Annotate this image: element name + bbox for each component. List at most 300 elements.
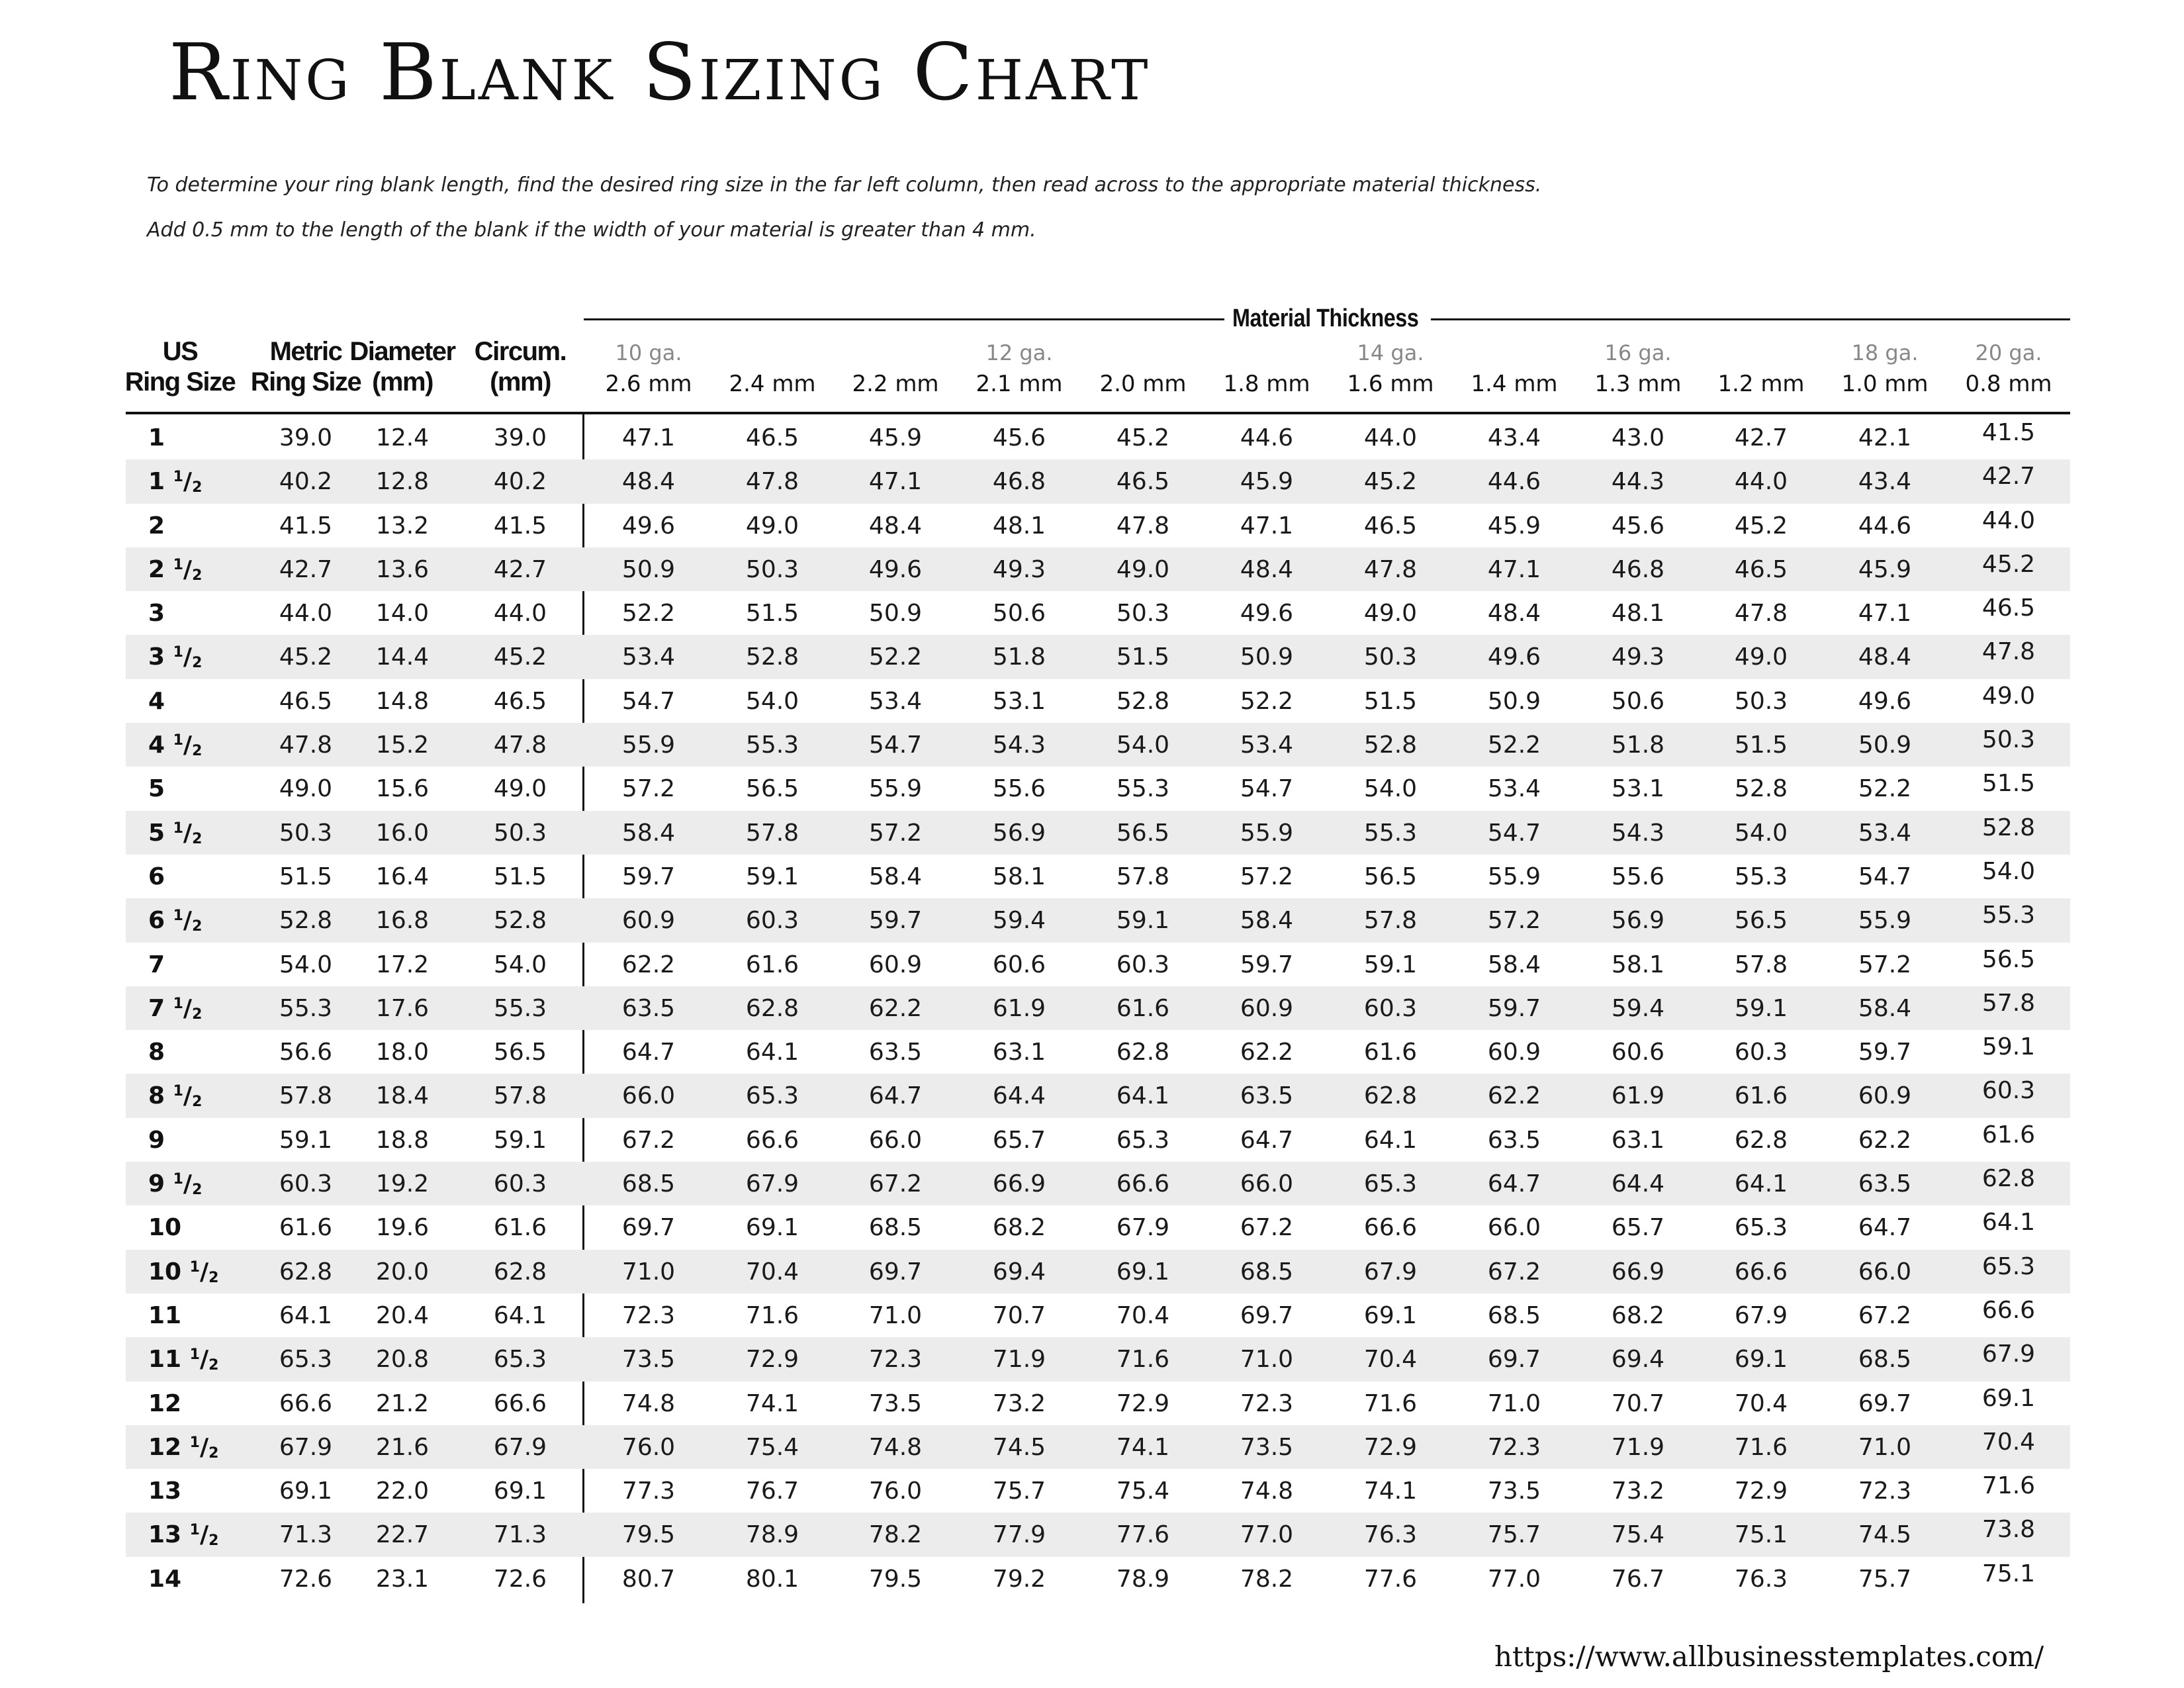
table-row	[126, 416, 2070, 459]
blank-length-cell: 60.9	[621, 907, 676, 935]
blank-length-cell: 53.1	[1611, 775, 1665, 803]
ring-size-cell	[148, 547, 202, 591]
blank-length-cell: 74.5	[992, 1433, 1046, 1461]
ring-size-whole: 9	[148, 1126, 165, 1154]
blank-length-cell: 64.1	[1981, 1209, 2036, 1237]
ring-size-whole: 8	[148, 1082, 165, 1110]
blank-length-cell: 48.4	[621, 468, 676, 496]
blank-length-cell: 49.0	[1734, 643, 1788, 671]
blank-length-cell: 71.9	[992, 1346, 1046, 1374]
reference-cell: 16.4	[375, 863, 430, 890]
blank-length-cell: 45.9	[1487, 512, 1541, 539]
reference-cell: 21.2	[375, 1389, 430, 1417]
blank-length-cell: 77.6	[1363, 1565, 1418, 1593]
fraction-numerator: 1	[173, 820, 183, 837]
reference-cell: 16.0	[375, 819, 430, 847]
blank-length-cell: 75.4	[1116, 1477, 1170, 1505]
blank-length-cell: 76.0	[621, 1433, 676, 1461]
fraction-denominator: 2	[192, 567, 203, 584]
reference-cell: 65.3	[493, 1346, 547, 1374]
ring-size-whole: 11	[148, 1301, 182, 1329]
table-row	[126, 1030, 2070, 1074]
reference-cell: 17.2	[375, 951, 430, 978]
blank-length-cell: 78.9	[1116, 1565, 1170, 1593]
ring-size-whole: 6	[148, 863, 165, 890]
table-row	[126, 679, 2070, 723]
fraction-slash: /	[199, 1258, 209, 1286]
blank-length-cell: 62.8	[1734, 1126, 1788, 1154]
blank-length-cell: 70.7	[992, 1301, 1046, 1329]
blank-length-cell: 49.3	[992, 555, 1046, 583]
blank-length-cell: 64.4	[1611, 1170, 1665, 1198]
footer-url[interactable]: https://www.allbusinesstemplates.com/	[1494, 1640, 2044, 1673]
ring-size-whole: 4	[148, 687, 165, 715]
instructions-line-2: Add 0.5 mm to the length of the blank if the width of your material is greater than 4 mm.	[147, 218, 1036, 242]
blank-length-cell: 57.8	[1116, 863, 1170, 890]
reference-cell: 15.2	[375, 731, 430, 759]
blank-length-cell: 65.7	[1611, 1214, 1665, 1242]
blank-length-cell: 51.5	[1116, 643, 1170, 671]
gauge-header: 10 ga.	[615, 340, 682, 365]
blank-length-cell: 50.9	[868, 600, 923, 628]
blank-length-cell: 49.0	[1363, 600, 1418, 628]
blank-length-cell: 54.0	[745, 687, 799, 715]
blank-length-cell: 52.2	[621, 600, 676, 628]
blank-length-cell: 69.7	[1240, 1301, 1294, 1329]
blank-length-cell: 53.4	[1240, 731, 1294, 759]
blank-length-cell: 59.7	[868, 907, 923, 935]
column-header-line1: Diameter	[349, 337, 455, 366]
blank-length-cell: 44.3	[1611, 468, 1665, 496]
ring-size-whole: 8	[148, 1039, 165, 1066]
blank-length-cell: 47.1	[868, 468, 923, 496]
reference-cell: 17.6	[375, 994, 430, 1022]
blank-length-cell: 49.0	[1116, 555, 1170, 583]
blank-length-cell: 63.5	[868, 1039, 923, 1066]
fraction-slash: /	[183, 994, 193, 1022]
blank-length-cell: 77.9	[992, 1521, 1046, 1549]
blank-length-cell: 47.8	[1116, 512, 1170, 539]
fraction-slash: /	[183, 643, 193, 671]
blank-length-cell: 45.2	[1363, 468, 1418, 496]
reference-cell: 72.6	[493, 1565, 547, 1593]
ring-size-whole: 7	[148, 994, 165, 1022]
fraction-denominator: 2	[192, 1094, 203, 1111]
blank-length-cell: 61.6	[1116, 994, 1170, 1022]
blank-length-cell: 74.8	[868, 1433, 923, 1461]
blank-length-cell: 64.7	[1858, 1214, 1912, 1242]
blank-length-cell: 51.5	[745, 600, 799, 628]
gauge-header: 12 ga.	[985, 340, 1053, 365]
blank-length-cell: 79.2	[992, 1565, 1046, 1593]
reference-cell: 55.3	[493, 994, 547, 1022]
table-row	[126, 986, 2070, 1030]
fraction-numerator: 1	[189, 1434, 200, 1451]
fraction-denominator: 2	[192, 1006, 203, 1023]
ring-size-cell	[148, 1162, 202, 1205]
table-row	[126, 855, 2070, 898]
ring-size-whole: 12	[148, 1389, 182, 1417]
reference-cell: 56.6	[279, 1039, 333, 1066]
ring-size-whole: 5	[148, 775, 165, 803]
ring-size-whole: 7	[148, 951, 165, 978]
blank-length-cell: 41.5	[1981, 419, 2036, 446]
blank-length-cell: 64.7	[1487, 1170, 1541, 1198]
blank-length-cell: 60.9	[1240, 994, 1294, 1022]
blank-length-cell: 78.2	[1240, 1565, 1294, 1593]
column-header-line2: (mm)	[490, 367, 551, 397]
blank-length-cell: 62.2	[1487, 1082, 1541, 1110]
reference-cell: 21.6	[375, 1433, 430, 1461]
blank-length-cell: 52.2	[1858, 775, 1912, 803]
blank-length-cell: 46.5	[1981, 594, 2036, 622]
ring-size-whole: 6	[148, 907, 165, 935]
blank-length-cell: 57.2	[1240, 863, 1294, 890]
reference-cell: 61.6	[279, 1214, 333, 1242]
material-thickness-rule-right	[1431, 318, 2070, 320]
table-row	[126, 1513, 2070, 1556]
blank-length-cell: 58.4	[1487, 951, 1541, 978]
blank-length-cell: 73.5	[1487, 1477, 1541, 1505]
ring-size-cell	[148, 723, 202, 767]
reference-cell: 61.6	[493, 1214, 547, 1242]
ring-size-whole: 12	[148, 1433, 182, 1461]
blank-length-cell: 57.8	[1734, 951, 1788, 978]
reference-cell: 51.5	[279, 863, 333, 890]
thickness-mm-header: 1.8 mm	[1223, 371, 1310, 397]
blank-length-cell: 61.9	[992, 994, 1046, 1022]
blank-length-cell: 45.2	[1116, 424, 1170, 451]
column-header-line1: Circum.	[474, 337, 567, 366]
blank-length-cell: 73.5	[868, 1389, 923, 1417]
gauge-header: 14 ga.	[1357, 340, 1424, 365]
reference-cell: 41.5	[279, 512, 333, 539]
reference-cell: 39.0	[493, 424, 547, 451]
reference-cell: 20.0	[375, 1258, 430, 1286]
blank-length-cell: 66.0	[1240, 1170, 1294, 1198]
blank-length-cell: 69.7	[868, 1258, 923, 1286]
blank-length-cell: 73.2	[992, 1389, 1046, 1417]
reference-cell: 67.9	[279, 1433, 333, 1461]
blank-length-cell: 67.9	[1981, 1340, 2036, 1368]
reference-cell: 67.9	[493, 1433, 547, 1461]
blank-length-cell: 42.7	[1981, 463, 2036, 491]
blank-length-cell: 75.7	[1858, 1565, 1912, 1593]
reference-cell: 13.2	[375, 512, 430, 539]
blank-length-cell: 71.0	[1858, 1433, 1912, 1461]
table-row	[126, 459, 2070, 503]
blank-length-cell: 66.0	[621, 1082, 676, 1110]
reference-cell: 56.5	[493, 1039, 547, 1066]
ring-size-whole: 5	[148, 819, 165, 847]
blank-length-cell: 51.5	[1734, 731, 1788, 759]
blank-length-cell: 52.8	[1116, 687, 1170, 715]
blank-length-cell: 47.8	[1734, 600, 1788, 628]
blank-length-cell: 56.5	[1981, 945, 2036, 973]
reference-cell: 57.8	[279, 1082, 333, 1110]
blank-length-cell: 53.4	[621, 643, 676, 671]
blank-length-cell: 46.5	[1363, 512, 1418, 539]
blank-length-cell: 62.2	[868, 994, 923, 1022]
blank-length-cell: 79.5	[621, 1521, 676, 1549]
blank-length-cell: 67.9	[1363, 1258, 1418, 1286]
blank-length-cell: 44.6	[1858, 512, 1912, 539]
blank-length-cell: 69.7	[1858, 1389, 1912, 1417]
reference-cell: 46.5	[279, 687, 333, 715]
blank-length-cell: 44.6	[1487, 468, 1541, 496]
blank-length-cell: 47.1	[1487, 555, 1541, 583]
blank-length-cell: 64.7	[621, 1039, 676, 1066]
fraction-numerator: 1	[173, 1171, 183, 1188]
table-row	[126, 943, 2070, 986]
blank-length-cell: 54.0	[1981, 857, 2036, 885]
blank-length-cell: 58.4	[1240, 907, 1294, 935]
blank-length-cell: 46.5	[745, 424, 799, 451]
reference-cell: 72.6	[279, 1565, 333, 1593]
reference-cell: 64.1	[493, 1301, 547, 1329]
blank-length-cell: 63.1	[992, 1039, 1046, 1066]
reference-cell: 69.1	[493, 1477, 547, 1505]
ring-size-cell	[148, 1118, 165, 1162]
fraction-slash: /	[183, 468, 193, 496]
blank-length-cell: 60.3	[1981, 1077, 2036, 1105]
blank-length-cell: 76.3	[1734, 1565, 1788, 1593]
blank-length-cell: 46.8	[1611, 555, 1665, 583]
blank-length-cell: 70.7	[1611, 1389, 1665, 1417]
ring-size-cell	[148, 504, 165, 547]
ring-size-cell	[148, 1293, 181, 1337]
blank-length-cell: 66.0	[868, 1126, 923, 1154]
blank-length-cell: 46.5	[1116, 468, 1170, 496]
column-header-line2: Ring Size	[250, 367, 361, 397]
blank-length-cell: 46.5	[1734, 555, 1788, 583]
fraction-numerator: 1	[173, 732, 183, 749]
reference-cell: 62.8	[493, 1258, 547, 1286]
fraction-slash: /	[183, 1082, 193, 1110]
reference-cell: 66.6	[279, 1389, 333, 1417]
blank-length-cell: 65.3	[1363, 1170, 1418, 1198]
reference-cell: 44.0	[493, 600, 547, 628]
reference-cell: 62.8	[279, 1258, 333, 1286]
blank-length-cell: 69.1	[745, 1214, 799, 1242]
blank-length-cell: 49.6	[1487, 643, 1541, 671]
blank-length-cell: 71.6	[1116, 1346, 1170, 1374]
blank-length-cell: 53.1	[992, 687, 1046, 715]
blank-length-cell: 62.2	[621, 951, 676, 978]
table-row	[126, 1074, 2070, 1117]
blank-length-cell: 73.5	[621, 1346, 676, 1374]
blank-length-cell: 67.2	[1240, 1214, 1294, 1242]
table-row	[126, 723, 2070, 767]
fraction-slash: /	[199, 1433, 209, 1461]
reference-cell: 49.0	[279, 775, 333, 803]
blank-length-cell: 77.6	[1116, 1521, 1170, 1549]
fraction-denominator: 2	[192, 830, 203, 847]
reference-cell: 50.3	[493, 819, 547, 847]
blank-length-cell: 69.1	[1116, 1258, 1170, 1286]
blank-length-cell: 50.3	[1981, 726, 2036, 754]
blank-length-cell: 52.8	[1981, 814, 2036, 841]
blank-length-cell: 49.0	[1981, 682, 2036, 710]
blank-length-cell: 50.3	[1116, 600, 1170, 628]
blank-length-cell: 43.0	[1611, 424, 1665, 451]
blank-length-cell: 56.5	[1116, 819, 1170, 847]
blank-length-cell: 54.3	[992, 731, 1046, 759]
blank-length-cell: 63.5	[1858, 1170, 1912, 1198]
ring-size-cell	[148, 1382, 181, 1425]
blank-length-cell: 66.0	[1487, 1214, 1541, 1242]
blank-length-cell: 64.4	[992, 1082, 1046, 1110]
blank-length-cell: 55.6	[992, 775, 1046, 803]
blank-length-cell: 55.3	[1734, 863, 1788, 890]
blank-length-cell: 66.6	[1116, 1170, 1170, 1198]
blank-length-cell: 45.6	[1611, 512, 1665, 539]
reference-cell: 41.5	[493, 512, 547, 539]
blank-length-cell: 76.7	[745, 1477, 799, 1505]
column-header-0	[120, 336, 240, 409]
fraction-numerator: 1	[173, 995, 183, 1012]
reference-cell: 54.0	[279, 951, 333, 978]
reference-cell: 18.8	[375, 1126, 430, 1154]
ring-size-cell	[148, 591, 165, 635]
ring-size-cell	[148, 1469, 181, 1513]
blank-length-cell: 50.3	[1734, 687, 1788, 715]
table-row	[126, 1382, 2070, 1425]
blank-length-cell: 65.3	[745, 1082, 799, 1110]
fraction-numerator: 1	[173, 644, 183, 661]
reference-cell: 60.3	[279, 1170, 333, 1198]
blank-length-cell: 72.9	[1116, 1389, 1170, 1417]
blank-length-cell: 51.5	[1363, 687, 1418, 715]
ring-size-whole: 9	[148, 1170, 165, 1198]
blank-length-cell: 46.8	[992, 468, 1046, 496]
blank-length-cell: 74.1	[745, 1389, 799, 1417]
thickness-mm-header: 2.1 mm	[976, 371, 1063, 397]
fraction-denominator: 2	[208, 1444, 219, 1462]
blank-length-cell: 51.8	[992, 643, 1046, 671]
ring-size-whole: 14	[148, 1565, 182, 1593]
table-row	[126, 1469, 2070, 1513]
column-header-3	[461, 336, 580, 409]
ring-size-cell	[148, 1250, 218, 1293]
reference-cell: 66.6	[493, 1389, 547, 1417]
blank-length-cell: 74.8	[1240, 1477, 1294, 1505]
fraction-denominator: 2	[192, 1182, 203, 1199]
blank-length-cell: 60.6	[1611, 1039, 1665, 1066]
blank-length-cell: 67.2	[1858, 1301, 1912, 1329]
blank-length-cell: 57.8	[745, 819, 799, 847]
blank-length-cell: 61.6	[1734, 1082, 1788, 1110]
blank-length-cell: 55.9	[1487, 863, 1541, 890]
blank-length-cell: 48.4	[868, 512, 923, 539]
blank-length-cell: 50.3	[745, 555, 799, 583]
reference-cell: 40.2	[493, 468, 547, 496]
blank-length-cell: 80.7	[621, 1565, 676, 1593]
fraction-denominator: 2	[192, 479, 203, 496]
gauge-header: 20 ga.	[1975, 340, 2042, 365]
blank-length-cell: 59.4	[1611, 994, 1665, 1022]
blank-length-cell: 66.9	[1611, 1258, 1665, 1286]
reference-cell: 47.8	[493, 731, 547, 759]
ring-size-whole: 11	[148, 1346, 182, 1374]
material-thickness-rule-left	[584, 318, 1224, 320]
blank-length-cell: 74.1	[1363, 1477, 1418, 1505]
ring-size-cell	[148, 943, 165, 986]
blank-length-cell: 71.0	[621, 1258, 676, 1286]
reference-cell: 12.4	[375, 424, 430, 451]
fraction-numerator: 1	[173, 1083, 183, 1100]
blank-length-cell: 54.7	[621, 687, 676, 715]
blank-length-cell: 70.4	[1363, 1346, 1418, 1374]
reference-cell: 14.0	[375, 600, 430, 628]
column-header-line1: Metric	[269, 337, 342, 366]
blank-length-cell: 62.8	[1116, 1039, 1170, 1066]
blank-length-cell: 59.1	[1734, 994, 1788, 1022]
blank-length-cell: 55.3	[1116, 775, 1170, 803]
blank-length-cell: 64.1	[745, 1039, 799, 1066]
reference-cell: 65.3	[279, 1346, 333, 1374]
blank-length-cell: 58.1	[992, 863, 1046, 890]
fraction-slash: /	[199, 1346, 209, 1374]
blank-length-cell: 75.1	[1734, 1521, 1788, 1549]
blank-length-cell: 62.8	[1981, 1165, 2036, 1193]
blank-length-cell: 53.4	[1858, 819, 1912, 847]
reference-cell: 18.0	[375, 1039, 430, 1066]
reference-cell: 15.6	[375, 775, 430, 803]
fraction-numerator: 1	[189, 1346, 200, 1364]
blank-length-cell: 67.2	[621, 1126, 676, 1154]
thickness-mm-header: 1.4 mm	[1471, 371, 1558, 397]
blank-length-cell: 56.9	[1611, 907, 1665, 935]
blank-length-cell: 54.7	[1858, 863, 1912, 890]
blank-length-cell: 75.4	[745, 1433, 799, 1461]
table-row	[126, 1337, 2070, 1381]
blank-length-cell: 54.7	[868, 731, 923, 759]
ring-size-whole: 10	[148, 1214, 182, 1242]
material-thickness-label: Material Thickness	[1232, 305, 1419, 332]
blank-length-cell: 55.9	[1240, 819, 1294, 847]
blank-length-cell: 68.5	[1240, 1258, 1294, 1286]
reference-cell: 52.8	[279, 907, 333, 935]
blank-length-cell: 45.9	[1858, 555, 1912, 583]
column-header-line1: US	[162, 337, 198, 366]
ring-size-whole: 3	[148, 600, 165, 628]
blank-length-cell: 70.4	[745, 1258, 799, 1286]
blank-length-cell: 54.0	[1734, 819, 1788, 847]
reference-cell: 42.7	[279, 555, 333, 583]
blank-length-cell: 54.0	[1116, 731, 1170, 759]
blank-length-cell: 63.5	[1487, 1126, 1541, 1154]
blank-length-cell: 49.0	[745, 512, 799, 539]
blank-length-cell: 65.3	[1981, 1252, 2036, 1280]
blank-length-cell: 72.3	[868, 1346, 923, 1374]
blank-length-cell: 57.2	[1858, 951, 1912, 978]
fraction-numerator: 1	[173, 556, 183, 573]
blank-length-cell: 68.5	[1487, 1301, 1541, 1329]
blank-length-cell: 69.1	[1981, 1384, 2036, 1412]
thickness-mm-header: 2.2 mm	[852, 371, 939, 397]
blank-length-cell: 58.4	[868, 863, 923, 890]
table-row	[126, 591, 2070, 635]
blank-length-cell: 71.6	[1981, 1472, 2036, 1500]
gauge-header: 18 ga.	[1851, 340, 1919, 365]
blank-length-cell: 75.1	[1981, 1560, 2036, 1587]
blank-length-cell: 42.7	[1734, 424, 1788, 451]
blank-length-cell: 60.3	[1734, 1039, 1788, 1066]
blank-length-cell: 67.9	[745, 1170, 799, 1198]
reference-cell: 59.1	[493, 1126, 547, 1154]
blank-length-cell: 44.6	[1240, 424, 1294, 451]
